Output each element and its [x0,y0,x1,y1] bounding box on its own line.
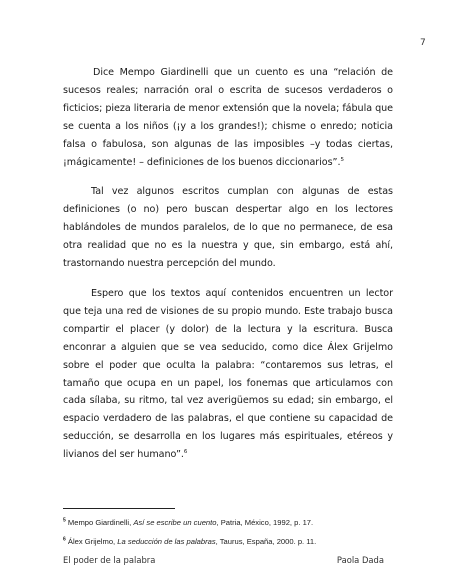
footer-author: Paola Dada [336,555,384,565]
footnote-number: 5 [63,517,66,524]
footnote-ref[interactable]: 6 [183,448,188,455]
footnote-number: 6 [63,536,66,543]
footnote-book-title: Así se escribe un cuento [133,518,217,527]
footnote-divider [63,508,175,509]
paragraph-text: Espero que los textos aquí contenidos encuentren un lector que teja una red de visiones de su propio mundo. Este trabajo busca compartir el placer (y dolor) de la lectura y la escritura. Busca enconrar a alguien que se vea seducido, como dice Álex Grijelmo sobre el poder que oculta la palabra: “contaremos sus letras, el tamaño que ocupa en un papel, los fonemas que articulamos con cada sílaba, su ritmo, tal vez averigüemos su edad; sin embargo, el espacio verdadero de las palabras, el que contiene su capacidad de seducción, se desarrolla en los lugares más espirituales, etéreos y livianos del ser humano”. [63,287,393,461]
footnote-publication: , Taurus, España, 2000. p. 11. [215,537,317,546]
footnote-publication: , Patria, México, 1992, p. 17. [216,518,314,527]
footnote-author: Álex Grijelmo, [65,537,118,546]
footer-title: El poder de la palabra [63,555,156,565]
paragraph [63,183,393,273]
footnote-book-title: La seducción de las palabras [117,537,216,546]
paragraph [63,64,393,171]
paragraph-text: Dice Mempo Giardinelli que un cuento es una “relación de sucesos reales; narración oral o escrita de sucesos verdaderos o ficticios; pieza literaria de menor extensión que la novela; fábula que se cuenta a los niños (¡y a los grandes!); chisme o enredo; noticia falsa o fabulosa, son algunas de las imposibles –y todas ciertas, ¡mágicamente! – definiciones de los buenos diccionarios”. [63,67,393,168]
body-text [63,64,393,476]
footnote [63,537,403,547]
footnote-author: Mempo Giardinelli, [65,518,134,527]
paragraph [63,285,393,464]
page-number: 7 [420,38,426,48]
footnote [63,518,403,528]
footnote-ref[interactable]: 5 [340,156,344,163]
paragraph-text: Tal vez algunos escritos cumplan con algunas de estas definiciones (o no) pero buscan despertar algo en los lectores hablándoles de mundos paralelos, de lo que no permanece, de esa otra realidad que no es la nuestra y que, sin embargo, está ahí, trastornando nuestra percepción del mundo. [63,186,393,270]
